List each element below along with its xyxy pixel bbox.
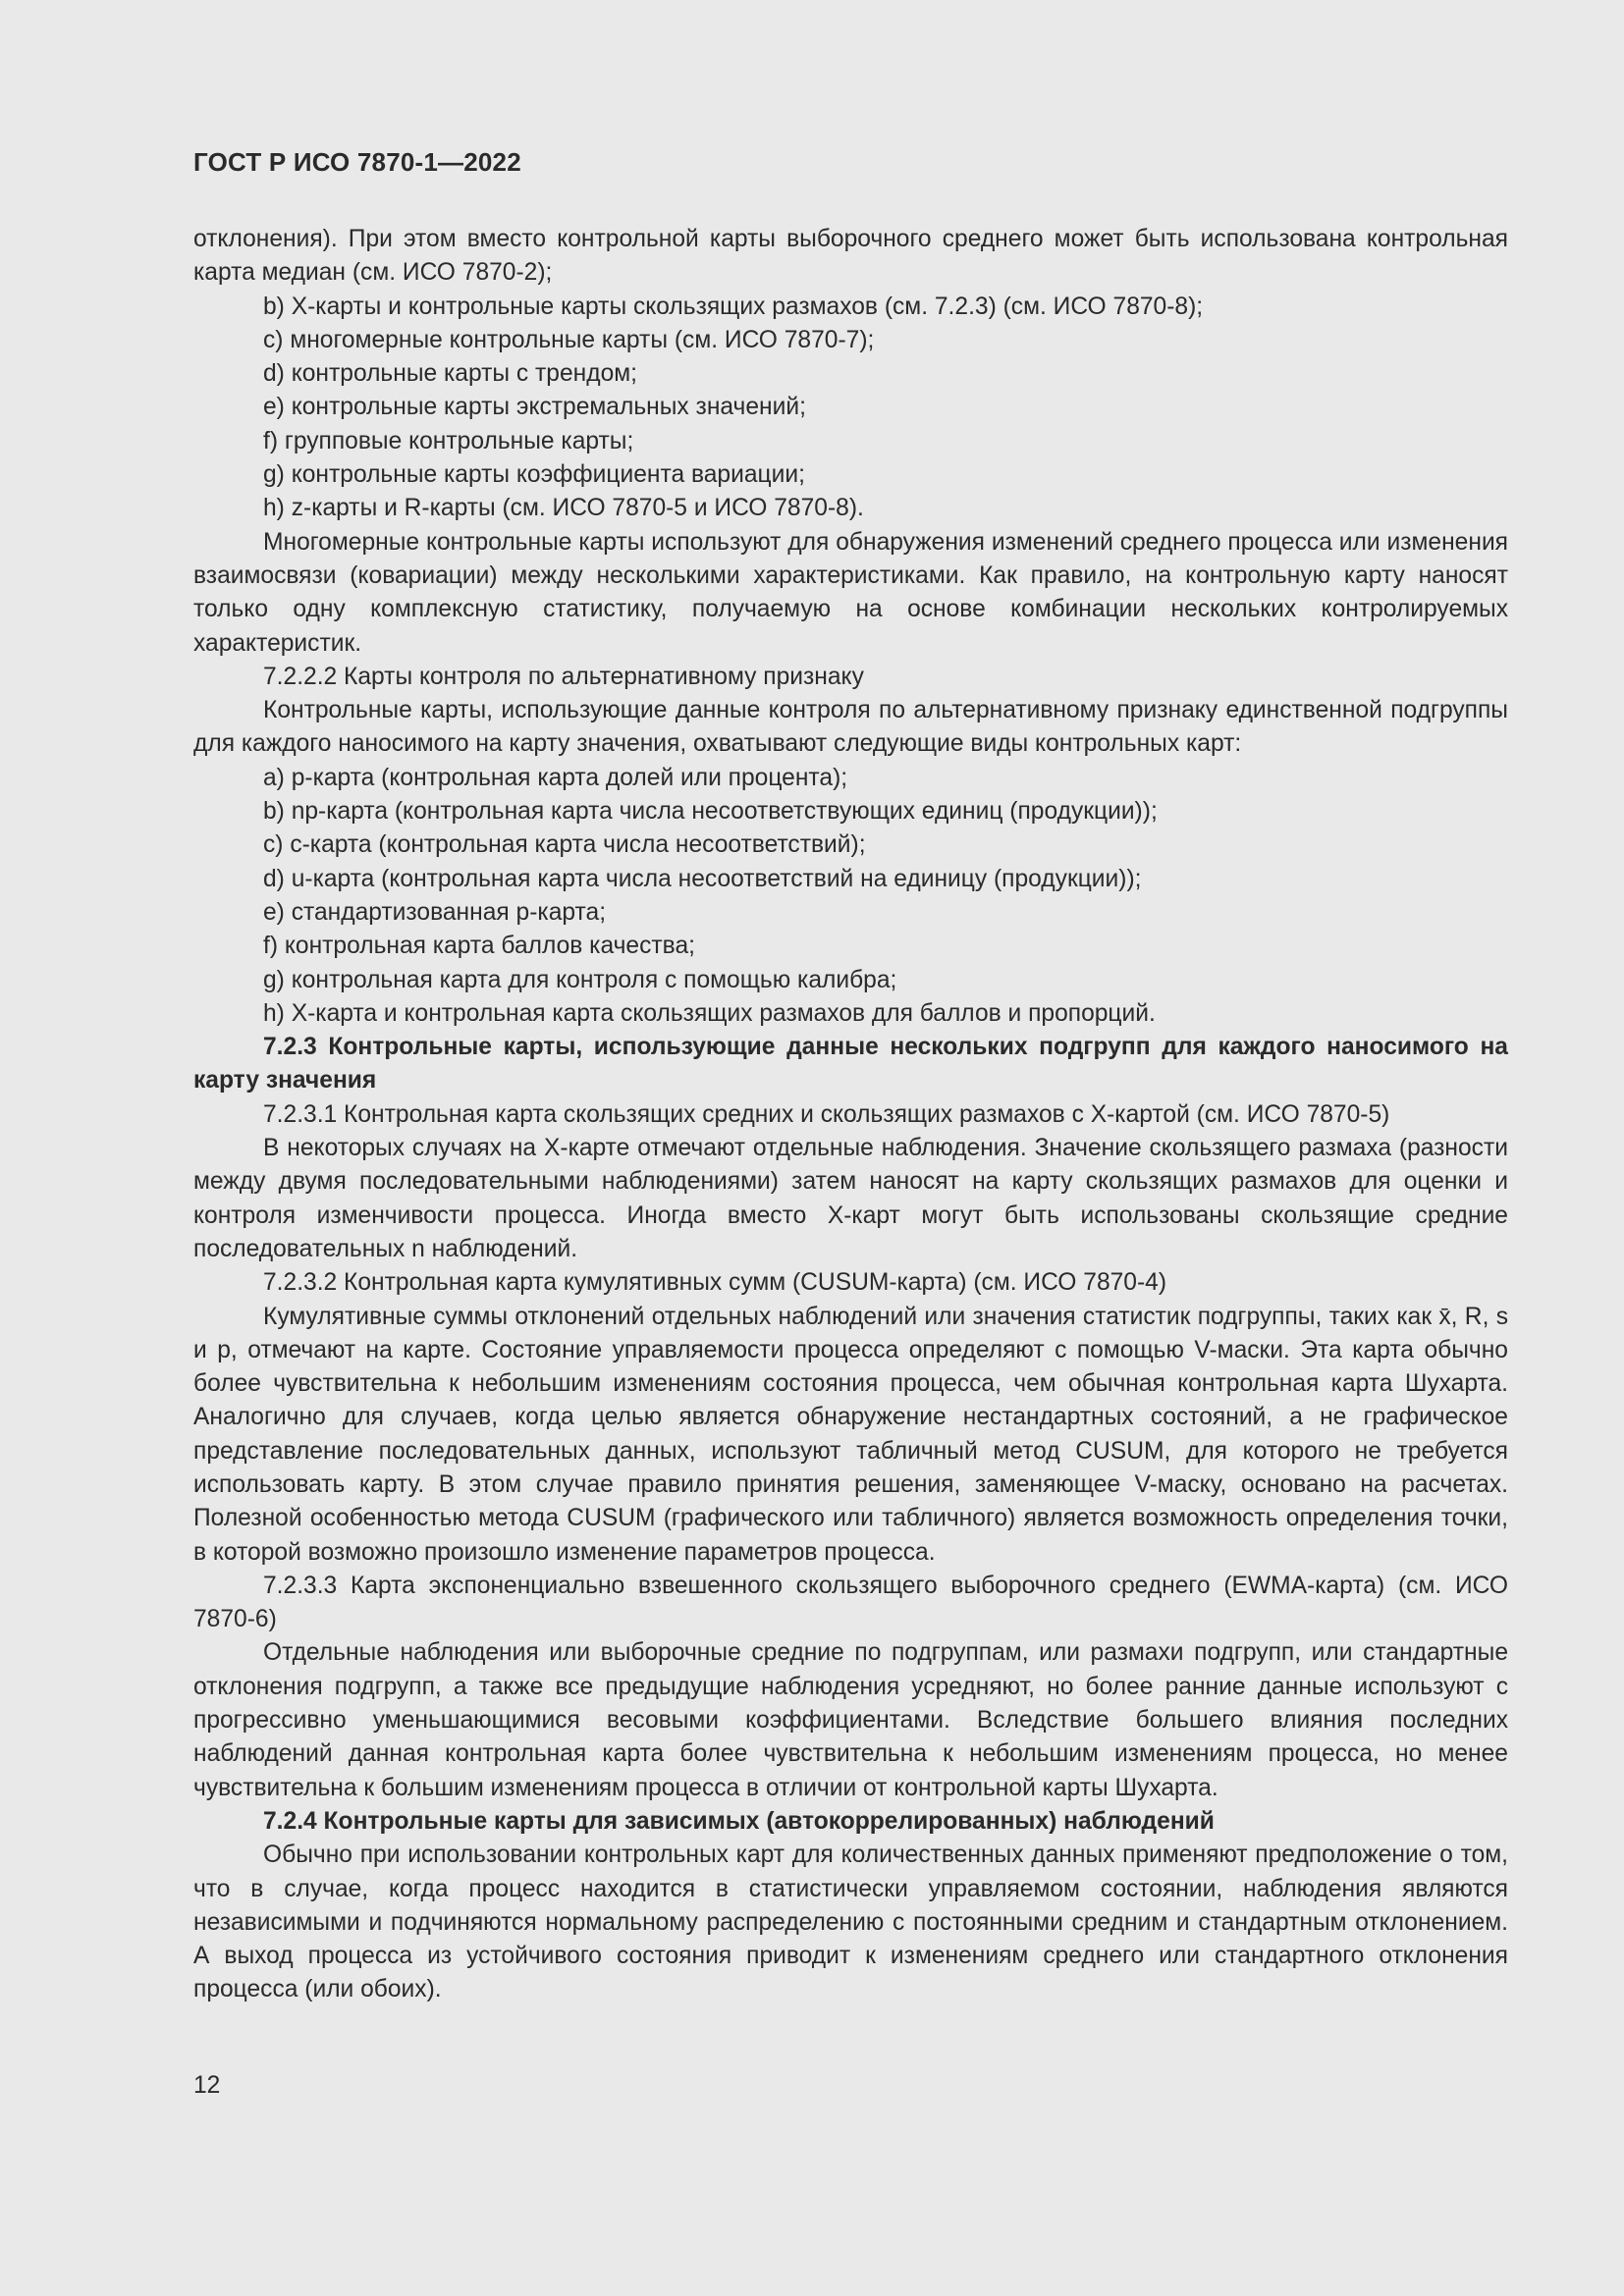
subsection-heading: 7.2.3.2 Контрольная карта кумулятивных сумм (CUSUM-карта) (см. ИСО 7870-4) [263, 1269, 1167, 1297]
page-number: 12 [193, 2072, 221, 2099]
list-item: f) групповые контрольные карты; [263, 427, 634, 454]
paragraph: В некоторых случаях на X-карте отмечают отдельные наблюдения. Значение скользящего размаха (разности между двумя последовательными наблюдениями) затем наносят на карту скользящих размахов для оценки и контроля изменчивости процесса. Иногда вместо X-карт могут быть использованы скользящие средние последовательных n наблюдений. [193, 1135, 1508, 1262]
section-heading: 7.2.2.2 Карты контроля по альтернативному признаку [263, 663, 864, 690]
list-item: c) c-карта (контрольная карта числа несоответствий); [263, 831, 866, 859]
list-item: d) контрольные карты с трендом; [263, 360, 637, 388]
list-item: g) контрольная карта для контроля с помощью калибра; [263, 966, 897, 993]
paragraph: Обычно при использовании контрольных карт для количественных данных применяют предположение о том, что в случае, когда процесс находится в статистически управляемом состоянии, наблюдения являются независимыми и подчиняются нормальному распределению с постоянными средним и стандартным отклонением. А выход процесса из устойчивого состояния приводит к изменениям среднего или стандартного отклонения процесса (или обоих). [193, 1842, 1508, 2003]
list-item: f) контрольная карта баллов качества; [263, 933, 695, 960]
paragraph: Кумулятивные суммы отклонений отдельных наблюдений или значения статистик подгруппы, таких как x̄, R, s и p, отмечают на карте. Состояние управляемости процесса определяют с помощью V-маски. Эта карта обычно более чувствительна к небольшим изменениям состояния процесса, чем обычная контрольная карта Шухарта. Аналогично для случаев, когда целью является обнаружение нестандартных состояний, а не графическое представление последовательных данных, используют табличный метод CUSUM, для которого не требуется использовать карту. В этом случае правило принятия решения, заменяющее V-маску, основано на расчетах. Полезной особенностью метода CUSUM (графического или табличного) является возможность определения точки, в которой возможно произошло изменение параметров процесса. [193, 1303, 1508, 1566]
list-item: e) стандартизованная p-карта; [263, 898, 607, 926]
list-item: a) p-карта (контрольная карта долей или процента); [263, 764, 848, 791]
document-body [193, 223, 1508, 2007]
subsection-heading: 7.2.3.1 Контрольная карта скользящих средних и скользящих размахов с X-картой (см. ИСО 7870-5) [263, 1100, 1390, 1128]
list-item: c) многомерные контрольные карты (см. ИСО 7870-7); [263, 326, 875, 353]
list-item: e) контрольные карты экстремальных значений; [263, 394, 806, 421]
paragraph: отклонения). При этом вместо контрольной карты выборочного среднего может быть использована контрольная карта медиан (см. ИСО 7870-2); [193, 226, 1508, 287]
list-item: b) X-карты и контрольные карты скользящих размахов (см. 7.2.3) (см. ИСО 7870-8); [263, 293, 1204, 320]
paragraph: Контрольные карты, использующие данные контроля по альтернативному признаку единственной подгруппы для каждого наносимого на карту значения, охватывают следующие виды контрольных карт: [193, 697, 1508, 758]
paragraph: Отдельные наблюдения или выборочные средние по подгруппам, или размахи подгрупп, или стандартные отклонения подгрупп, а также все предыдущие наблюдения усредняют, но более ранние данные используют с прогрессивно уменьшающимися весовыми коэффициентами. Вследствие большего влияния последних наблюдений данная контрольная карта более чувствительна к небольшим изменениям процесса, но менее чувствительна к большим изменениям процесса в отличии от контрольной карты Шухарта. [193, 1639, 1508, 1801]
list-item: b) np-карта (контрольная карта числа несоответствующих единиц (продукции)); [263, 798, 1158, 826]
list-item: h) z-карты и R-карты (см. ИСО 7870-5 и ИСО 7870-8). [263, 495, 864, 522]
list-item: g) контрольные карты коэффициента вариации; [263, 461, 805, 489]
section-heading: 7.2.4 Контрольные карты для зависимых (автокоррелированных) наблюдений [263, 1807, 1215, 1835]
list-item: d) u-карта (контрольная карта числа несоответствий на единицу (продукции)); [263, 865, 1142, 892]
subsection-heading: 7.2.3.3 Карта экспоненциально взвешенного скользящего выборочного среднего (EWMA-карта) (см. ИСО 7870-6) [193, 1572, 1508, 1633]
list-item: h) X-карта и контрольная карта скользящих размахов для баллов и пропорций. [263, 999, 1156, 1027]
section-heading: 7.2.3 Контрольные карты, использующие данные нескольких подгрупп для каждого наносимого на карту значения [193, 1034, 1508, 1095]
document-header: ГОСТ Р ИСО 7870-1—2022 [193, 147, 521, 177]
paragraph: Многомерные контрольные карты используют для обнаружения изменений среднего процесса или изменения взаимосвязи (ковариации) между несколькими характеристиками. Как правило, на контрольную карту наносят только одну комплексную статистику, получаемую на основе комбинации нескольких контролируемых характеристик. [193, 528, 1508, 657]
